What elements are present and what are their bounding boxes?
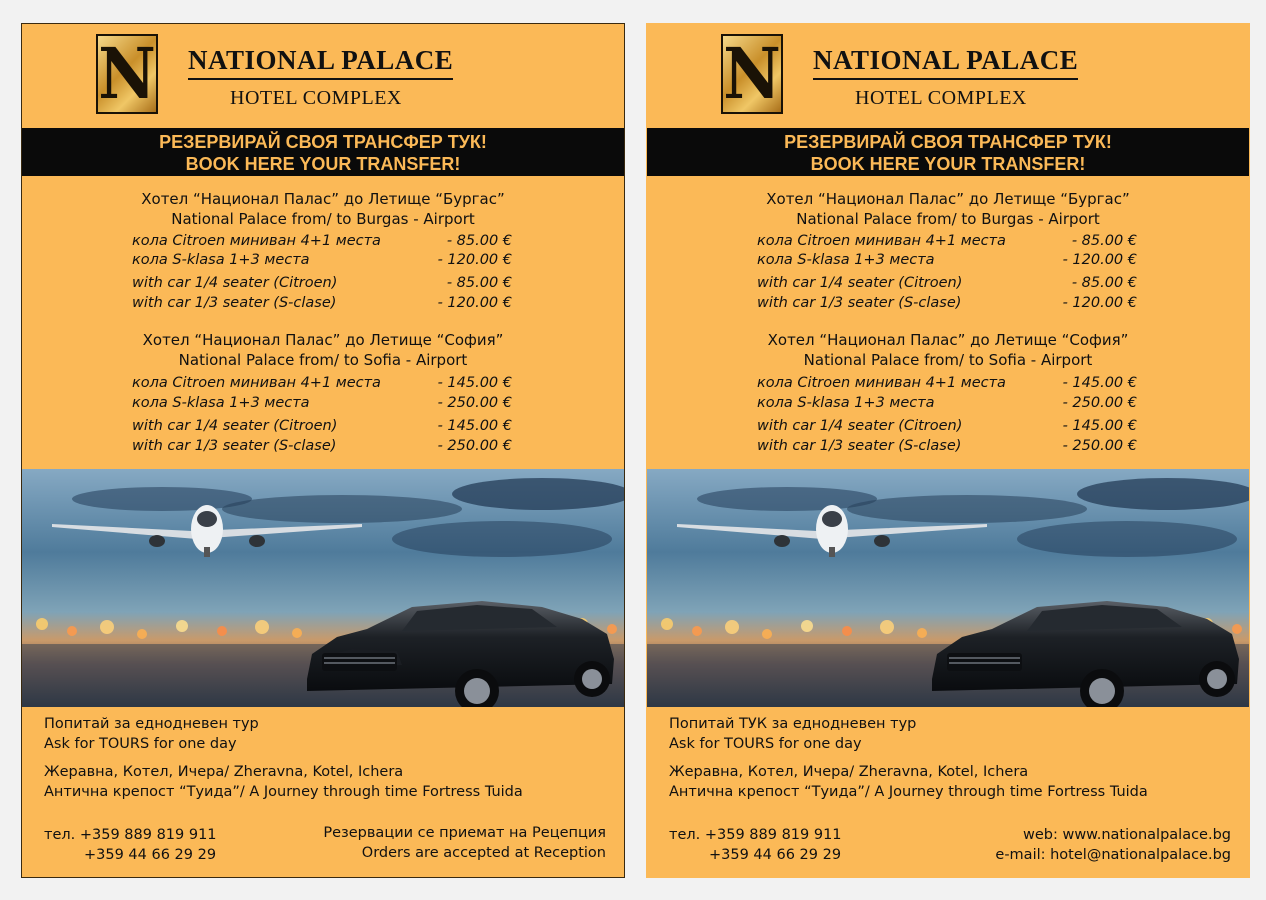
brand-subtitle: HOTEL COMPLEX — [855, 87, 1027, 109]
price-label: with car 1/4 seater (Citroen) — [132, 275, 338, 291]
price-value: - 120.00 € — [437, 295, 512, 311]
airport-car-photo — [22, 469, 624, 707]
price-value: - 85.00 € — [1071, 275, 1137, 291]
tour-line-en: Ask for TOURS for one day — [44, 736, 237, 752]
price-value: - 120.00 € — [1062, 295, 1137, 311]
price-row — [132, 393, 512, 413]
tour-places-1: Жеравна, Котел, Ичера/ Zheravna, Kotel, Ichera — [44, 764, 404, 780]
price-row — [757, 416, 1137, 436]
reception-note-bg: Резервации се приемат на Рецепция — [323, 825, 606, 841]
route-title-en: National Palace from/ to Burgas - Airport — [796, 210, 1100, 228]
tour-line-en: Ask for TOURS for one day — [669, 736, 862, 752]
price-value: - 250.00 € — [1062, 395, 1137, 411]
brand-subtitle: HOTEL COMPLEX — [230, 87, 402, 109]
route-title-bg: Хотел “Национал Палас” до Летище “София” — [767, 331, 1129, 349]
price-value: - 145.00 € — [1062, 418, 1137, 434]
brand-name: NATIONAL PALACE — [188, 46, 453, 80]
tour-places-2: Антична крепост “Туида”/ A Journey through time Fortress Tuida — [669, 784, 1148, 800]
price-value: - 250.00 € — [437, 395, 512, 411]
price-row — [757, 231, 1137, 251]
flyer-header — [22, 24, 624, 128]
price-value: - 145.00 € — [1062, 375, 1137, 391]
tour-line-bg: Попитай за еднодневен тур — [44, 716, 259, 732]
price-value: - 120.00 € — [437, 252, 512, 268]
phone-2: +359 44 66 29 29 — [84, 847, 217, 863]
price-label: кола S-klasa 1+3 места — [132, 395, 310, 411]
transfer-banner — [22, 128, 624, 176]
price-value: - 250.00 € — [437, 438, 512, 454]
price-row — [132, 231, 512, 251]
price-label: with car 1/4 seater (Citroen) — [757, 275, 963, 291]
route-title-bg: Хотел “Национал Палас” до Летище “Бургас” — [766, 190, 1130, 208]
price-label: with car 1/3 seater (S-clase) — [757, 438, 962, 454]
brand-name: NATIONAL PALACE — [813, 46, 1078, 80]
price-row — [132, 416, 512, 436]
price-label: кола Citroen миниван 4+1 места — [757, 233, 1006, 249]
route-title-en: National Palace from/ to Burgas - Airport — [171, 210, 475, 228]
price-label: with car 1/4 seater (Citroen) — [132, 418, 338, 434]
price-value: - 85.00 € — [1071, 233, 1137, 249]
price-row — [132, 436, 512, 456]
price-value: - 120.00 € — [1062, 252, 1137, 268]
flyer-left — [21, 23, 625, 878]
logo-letter: N — [723, 34, 781, 114]
phone-2: +359 44 66 29 29 — [709, 847, 842, 863]
banner-line-bg: РЕЗЕРВИРАЙ СВОЯ ТРАНСФЕР ТУК! — [159, 132, 487, 152]
hotel-logo — [96, 34, 158, 114]
photo-scene — [22, 469, 624, 707]
price-row — [132, 273, 512, 293]
price-row — [132, 250, 512, 270]
logo-letter: N — [98, 34, 156, 114]
route-title-en: National Palace from/ to Sofia - Airport — [178, 351, 468, 369]
banner-line-en: BOOK HERE YOUR TRANSFER! — [810, 154, 1086, 174]
price-label: кола Citroen миниван 4+1 места — [132, 375, 381, 391]
price-label: with car 1/3 seater (S-clase) — [132, 438, 337, 454]
tour-places-1: Жеравна, Котел, Ичера/ Zheravna, Kotel, Ichera — [669, 764, 1029, 780]
phone-1: тел. +359 889 819 911 — [669, 827, 842, 843]
price-label: кола Citroen миниван 4+1 места — [132, 233, 381, 249]
price-row — [757, 436, 1137, 456]
flyer-header — [647, 24, 1249, 128]
price-label: кола S-klasa 1+3 места — [757, 252, 935, 268]
price-value: - 85.00 € — [446, 275, 512, 291]
reception-note-en: Orders are accepted at Reception — [361, 845, 606, 861]
price-value: - 145.00 € — [437, 375, 512, 391]
banner-line-bg: РЕЗЕРВИРАЙ СВОЯ ТРАНСФЕР ТУК! — [784, 132, 1112, 152]
tour-line-bg: Попитай ТУК за еднодневен тур — [669, 716, 917, 732]
route-title-bg: Хотел “Национал Палас” до Летище “Бургас” — [141, 190, 505, 208]
tour-places-2: Антична крепост “Туида”/ A Journey through time Fortress Tuida — [44, 784, 523, 800]
phone-1: тел. +359 889 819 911 — [44, 827, 217, 843]
price-label: with car 1/3 seater (S-clase) — [757, 295, 962, 311]
email-link[interactable]: e-mail: hotel@nationalpalace.bg — [995, 847, 1231, 863]
flyer-right — [646, 23, 1250, 878]
airport-car-photo — [647, 469, 1249, 707]
route-title-en: National Palace from/ to Sofia - Airport — [803, 351, 1093, 369]
price-row — [132, 293, 512, 313]
route-title-bg: Хотел “Национал Палас” до Летище “София” — [142, 331, 504, 349]
price-value: - 250.00 € — [1062, 438, 1137, 454]
banner-line-en: BOOK HERE YOUR TRANSFER! — [185, 154, 461, 174]
price-label: кола Citroen миниван 4+1 места — [757, 375, 1006, 391]
price-value: - 145.00 € — [437, 418, 512, 434]
price-label: with car 1/3 seater (S-clase) — [132, 295, 337, 311]
transfer-banner — [647, 128, 1249, 176]
price-label: with car 1/4 seater (Citroen) — [757, 418, 963, 434]
price-label: кола S-klasa 1+3 места — [132, 252, 310, 268]
photo-scene — [647, 469, 1249, 707]
price-row — [757, 393, 1137, 413]
hotel-logo — [721, 34, 783, 114]
price-row — [757, 273, 1137, 293]
price-row — [757, 250, 1137, 270]
price-row — [757, 373, 1137, 393]
price-row — [132, 373, 512, 393]
price-value: - 85.00 € — [446, 233, 512, 249]
website-link[interactable]: web: www.nationalpalace.bg — [1022, 827, 1231, 843]
price-row — [757, 293, 1137, 313]
price-label: кола S-klasa 1+3 места — [757, 395, 935, 411]
